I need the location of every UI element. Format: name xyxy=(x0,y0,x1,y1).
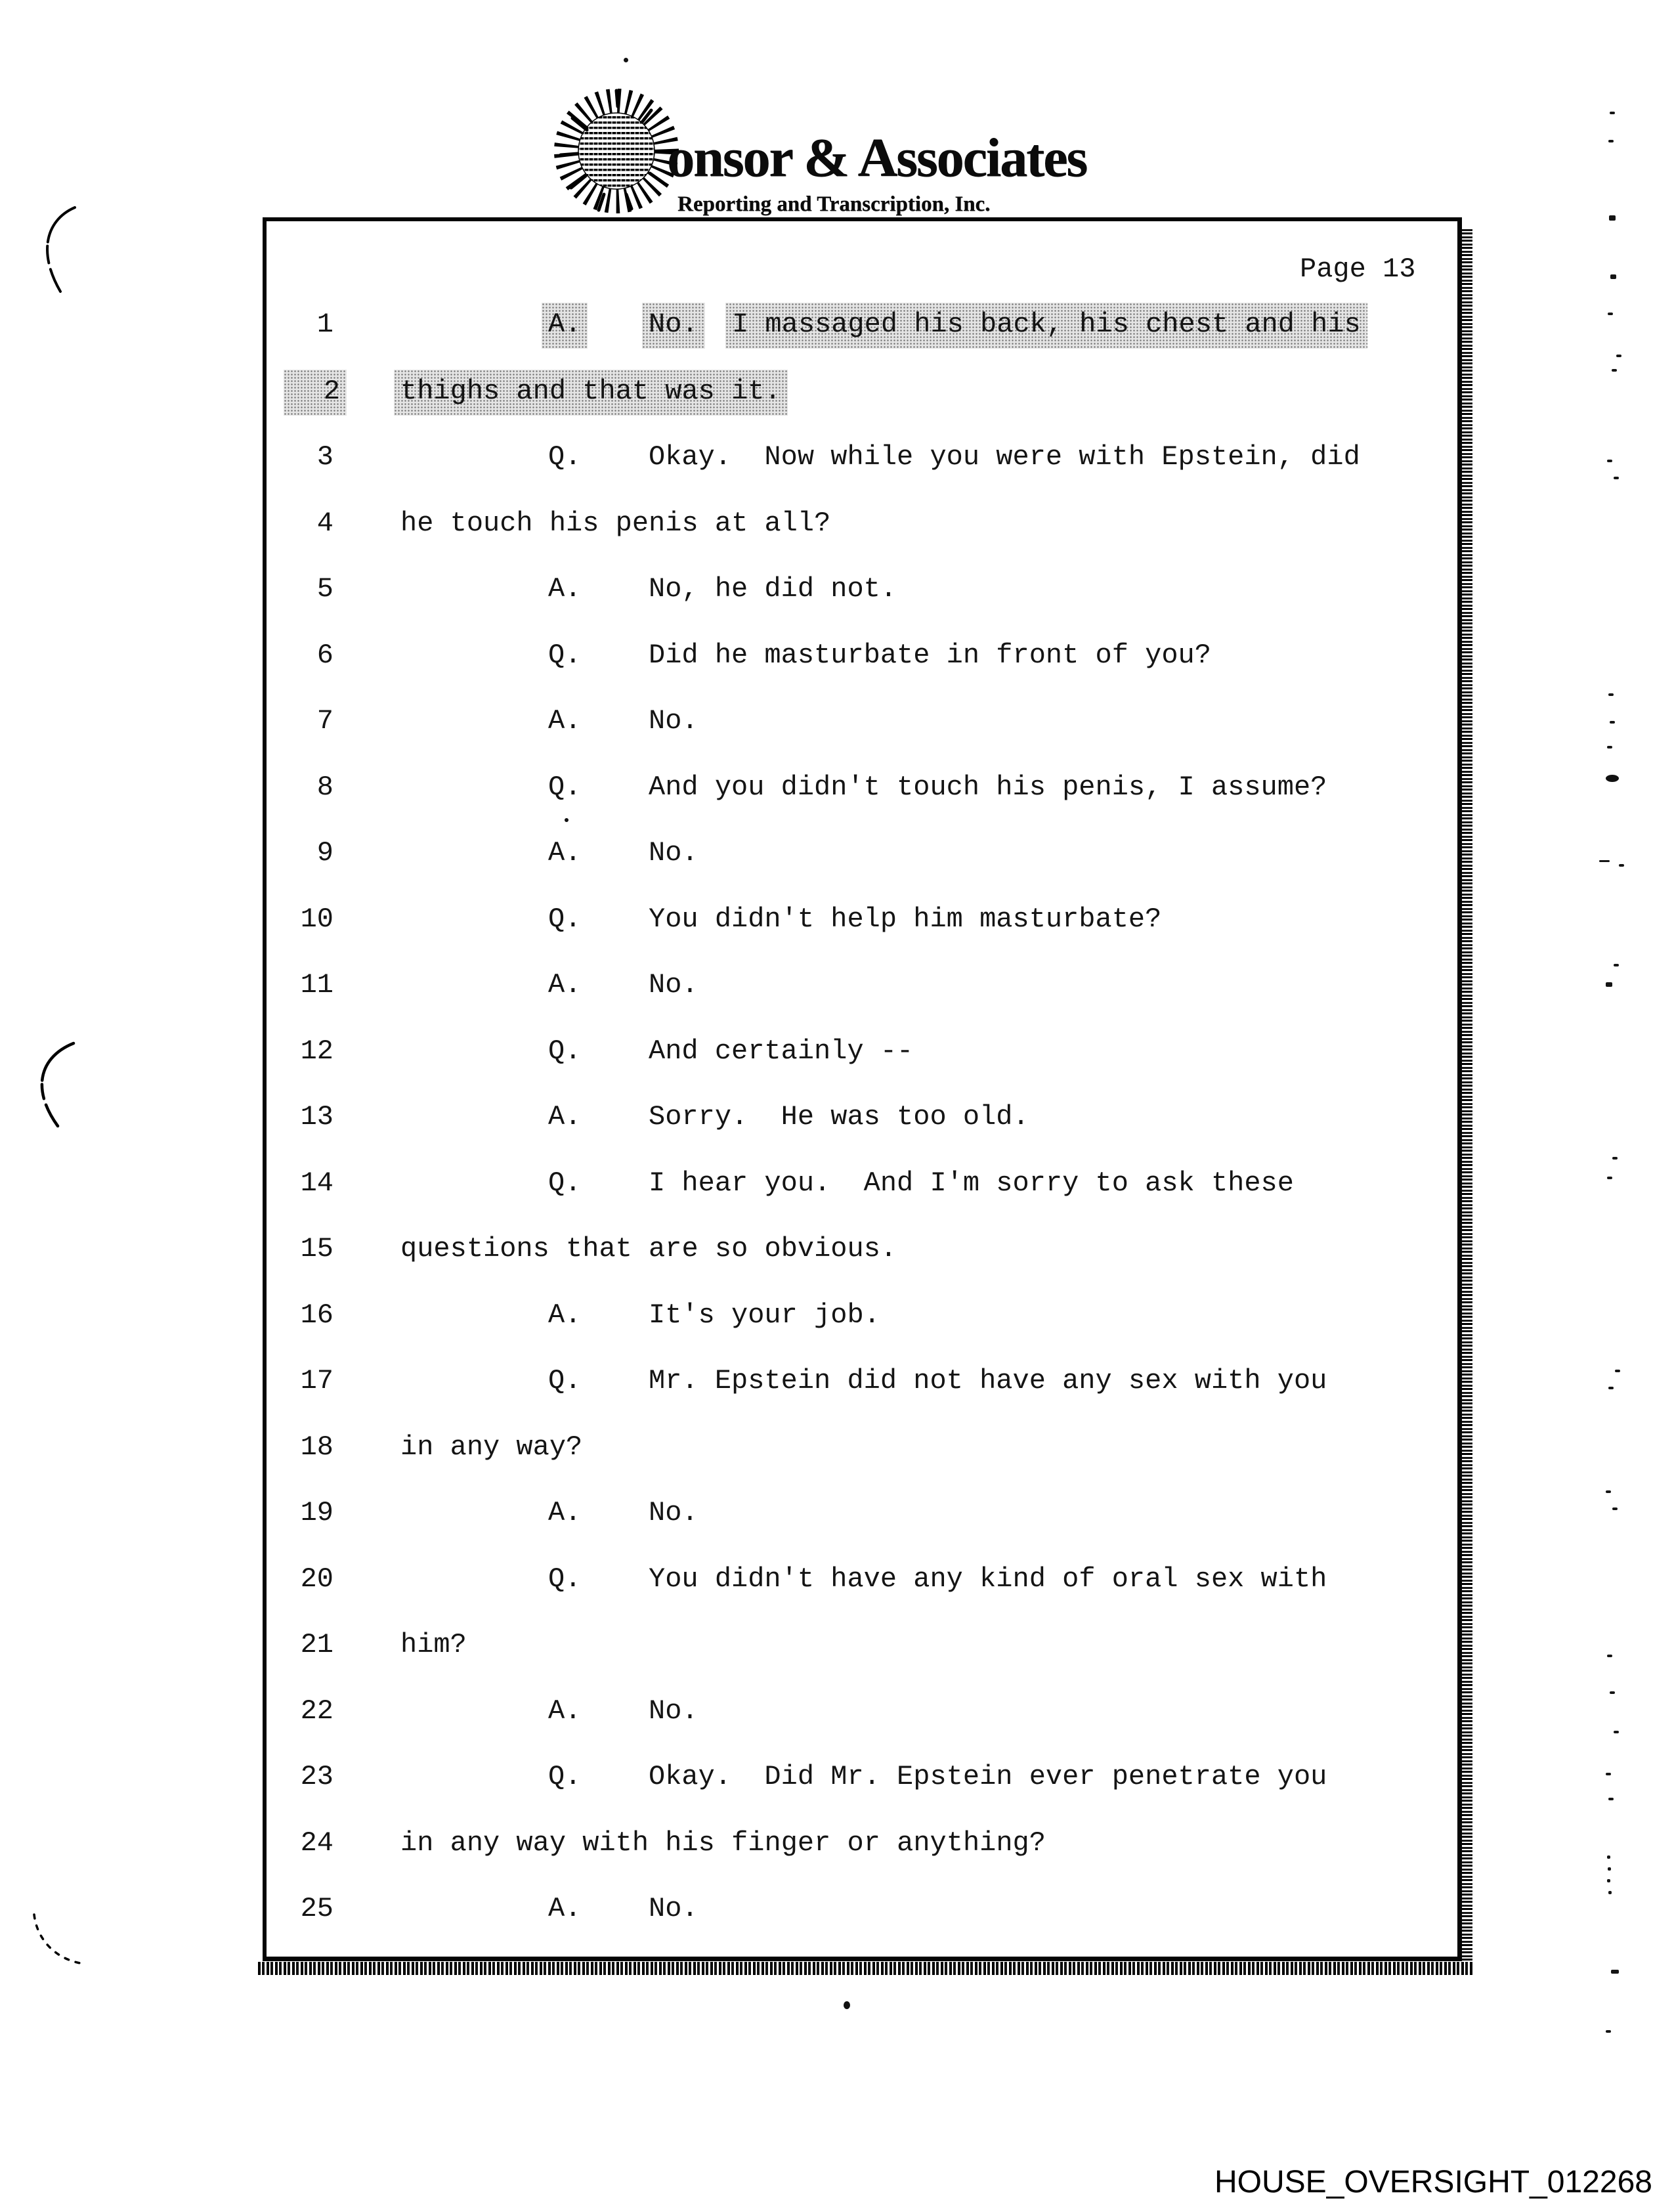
line-number: 24 xyxy=(300,1827,333,1859)
scan-speck xyxy=(1606,1490,1611,1493)
transcript-line xyxy=(0,441,1674,478)
line-text: I hear you. And I'm sorry to ask these xyxy=(649,1167,1294,1199)
line-text: You didn't have any kind of oral sex with xyxy=(649,1563,1327,1595)
scan-mark-arc-bottom-left xyxy=(30,1912,83,1967)
bates-number: HOUSE_OVERSIGHT_012268 xyxy=(1214,2165,1652,2200)
line-number: 13 xyxy=(300,1101,333,1133)
line-number: 21 xyxy=(300,1629,333,1660)
scan-speck xyxy=(1612,1507,1618,1510)
speaker-label: A. xyxy=(548,1695,582,1727)
line-number: 18 xyxy=(300,1431,333,1463)
scan-speck xyxy=(1614,1731,1619,1733)
transcript-line xyxy=(0,309,1674,345)
line-number: 17 xyxy=(300,1365,333,1397)
scan-speck xyxy=(1608,1798,1614,1800)
scan-speck xyxy=(1612,1157,1618,1160)
line-text: No. xyxy=(649,705,698,737)
line-text: And you didn't touch his penis, I assume? xyxy=(649,771,1327,803)
line-number: 4 xyxy=(316,508,333,539)
transcript-line xyxy=(0,837,1674,874)
scan-speck xyxy=(1608,1891,1612,1894)
speaker-label: A. xyxy=(548,1101,582,1133)
line-number: 1 xyxy=(316,309,333,340)
transcript-line xyxy=(0,1233,1674,1270)
line-number: 14 xyxy=(300,1167,333,1199)
speaker-label: Q. xyxy=(548,441,582,473)
transcript-line xyxy=(0,1695,1674,1732)
transcript-line xyxy=(0,1101,1674,1138)
line-text: Did he masturbate in front of you? xyxy=(649,640,1211,671)
transcript-line xyxy=(0,1827,1674,1864)
line-text: Okay. Now while you were with Epstein, did xyxy=(649,441,1360,473)
transcript-line xyxy=(0,771,1674,808)
scan-speck xyxy=(1607,1855,1610,1859)
line-number: 19 xyxy=(300,1497,333,1529)
scan-speck xyxy=(1608,1867,1611,1871)
scan-speck xyxy=(1607,460,1612,462)
transcript-line xyxy=(0,1035,1674,1072)
page-number: Page 13 xyxy=(1300,253,1416,285)
speaker-label: A. xyxy=(548,1497,582,1529)
scan-speck xyxy=(1611,1970,1619,1974)
line-number: 11 xyxy=(300,969,333,1001)
transcript-line xyxy=(0,903,1674,940)
scan-speck xyxy=(1610,274,1616,279)
transcript-line xyxy=(0,1497,1674,1534)
scan-noise-bottom-band xyxy=(258,1962,1474,1975)
speaker-label: A. xyxy=(548,705,582,737)
transcript-line xyxy=(0,1299,1674,1336)
scan-speck xyxy=(1608,140,1614,142)
transcript-line xyxy=(0,1365,1674,1402)
speaker-label: Q. xyxy=(548,1365,582,1397)
speaker-label: Q. xyxy=(548,1035,582,1067)
scan-speck xyxy=(1615,1370,1620,1372)
line-text: Okay. Did Mr. Epstein ever penetrate you xyxy=(649,1761,1327,1792)
transcript-line xyxy=(0,1563,1674,1600)
line-number: 12 xyxy=(300,1035,333,1067)
scan-speck xyxy=(844,2001,850,2009)
line-text: he touch his penis at all? xyxy=(400,508,831,539)
scan-mark-paren-top-left xyxy=(34,205,80,297)
scan-speck xyxy=(565,818,569,822)
scan-speck xyxy=(1606,2030,1611,2033)
speaker-label: A. xyxy=(548,969,582,1001)
speaker-label: Q. xyxy=(548,1761,582,1792)
transcript-line xyxy=(0,1761,1674,1798)
scan-speck xyxy=(1607,746,1612,748)
line-text: in any way? xyxy=(400,1431,583,1463)
line-text: him? xyxy=(400,1629,467,1660)
line-text: You didn't help him masturbate? xyxy=(649,903,1162,935)
transcript-line xyxy=(0,969,1674,1006)
transcript-line xyxy=(0,508,1674,544)
scan-speck xyxy=(1614,477,1619,479)
transcript-line xyxy=(0,1893,1674,1930)
transcript-line xyxy=(0,1167,1674,1204)
line-text: Sorry. He was too old. xyxy=(649,1101,1029,1133)
transcript-line xyxy=(0,573,1674,610)
line-number: 15 xyxy=(300,1233,333,1265)
transcript-line xyxy=(0,640,1674,676)
transcript-line xyxy=(0,705,1674,742)
line-number: 7 xyxy=(316,705,333,737)
scan-speck xyxy=(1608,693,1614,696)
line-text-highlighted: thighs and that was it. xyxy=(394,370,788,416)
scan-speck xyxy=(1607,1177,1612,1179)
line-number: 5 xyxy=(316,573,333,605)
line-number: 8 xyxy=(316,771,333,803)
scan-speck xyxy=(1619,864,1624,867)
line-text: No. xyxy=(649,1695,698,1727)
line-number: 20 xyxy=(300,1563,333,1595)
scan-speck xyxy=(1612,369,1617,372)
line-text: in any way with his finger or anything? xyxy=(400,1827,1046,1859)
line-text: No. xyxy=(649,837,698,869)
scan-speck xyxy=(1606,1773,1611,1775)
scan-speck-bold xyxy=(1606,775,1619,782)
letterhead-company-name: onsor & Associates xyxy=(667,127,1087,188)
scan-speck xyxy=(1610,721,1615,724)
line-number: 6 xyxy=(316,640,333,671)
line-text: No, he did not. xyxy=(649,573,897,605)
company-logo-sun-icon xyxy=(553,84,681,217)
line-text: No. xyxy=(649,1893,698,1924)
line-text: And certainly -- xyxy=(649,1035,914,1067)
line-number: 9 xyxy=(316,837,333,869)
line-text: No. xyxy=(649,1497,698,1529)
transcript-line xyxy=(0,1629,1674,1666)
speaker-label: Q. xyxy=(548,640,582,671)
line-text: Mr. Epstein did not have any sex with you xyxy=(649,1365,1327,1397)
speaker-label: A. xyxy=(548,573,582,605)
line-text: questions that are so obvious. xyxy=(400,1233,897,1265)
line-number: 22 xyxy=(300,1695,333,1727)
scan-speck xyxy=(1608,1387,1614,1389)
scan-speck xyxy=(1609,215,1616,221)
speaker-label: Q. xyxy=(548,903,582,935)
speaker-label: A. xyxy=(548,837,582,869)
line-text-highlighted: I massaged his back, his chest and his xyxy=(725,303,1367,349)
line-number: 3 xyxy=(316,441,333,473)
speaker-label: Q. xyxy=(548,1167,582,1199)
line-text: No. xyxy=(642,303,705,349)
speaker-label: A. xyxy=(542,303,588,349)
line-number: 23 xyxy=(300,1761,333,1792)
speaker-label: Q. xyxy=(548,1563,582,1595)
scan-speck xyxy=(1610,112,1615,114)
scan-speck xyxy=(1616,355,1621,357)
scan-speck xyxy=(1607,1655,1612,1657)
speaker-label: A. xyxy=(548,1299,582,1331)
transcript-line xyxy=(0,376,1674,412)
line-text: It's your job. xyxy=(649,1299,880,1331)
scan-speck xyxy=(1608,313,1613,315)
transcript-line xyxy=(0,1431,1674,1468)
line-text: No. xyxy=(649,969,698,1001)
letterhead-subtitle: Reporting and Transcription, Inc. xyxy=(677,192,991,216)
line-number: 16 xyxy=(300,1299,333,1331)
line-number: 2 xyxy=(284,370,347,416)
speaker-label: Q. xyxy=(548,771,582,803)
scan-speck xyxy=(1599,860,1610,862)
scan-speck xyxy=(1606,982,1612,987)
scan-mark-paren-mid-left xyxy=(29,1041,79,1130)
scan-speck xyxy=(1614,964,1619,966)
scan-speck xyxy=(1610,1691,1615,1694)
scan-speck xyxy=(1607,1879,1610,1882)
scan-speck xyxy=(624,58,628,62)
line-number: 25 xyxy=(300,1893,333,1924)
line-number: 10 xyxy=(300,903,333,935)
speaker-label: A. xyxy=(548,1893,582,1924)
